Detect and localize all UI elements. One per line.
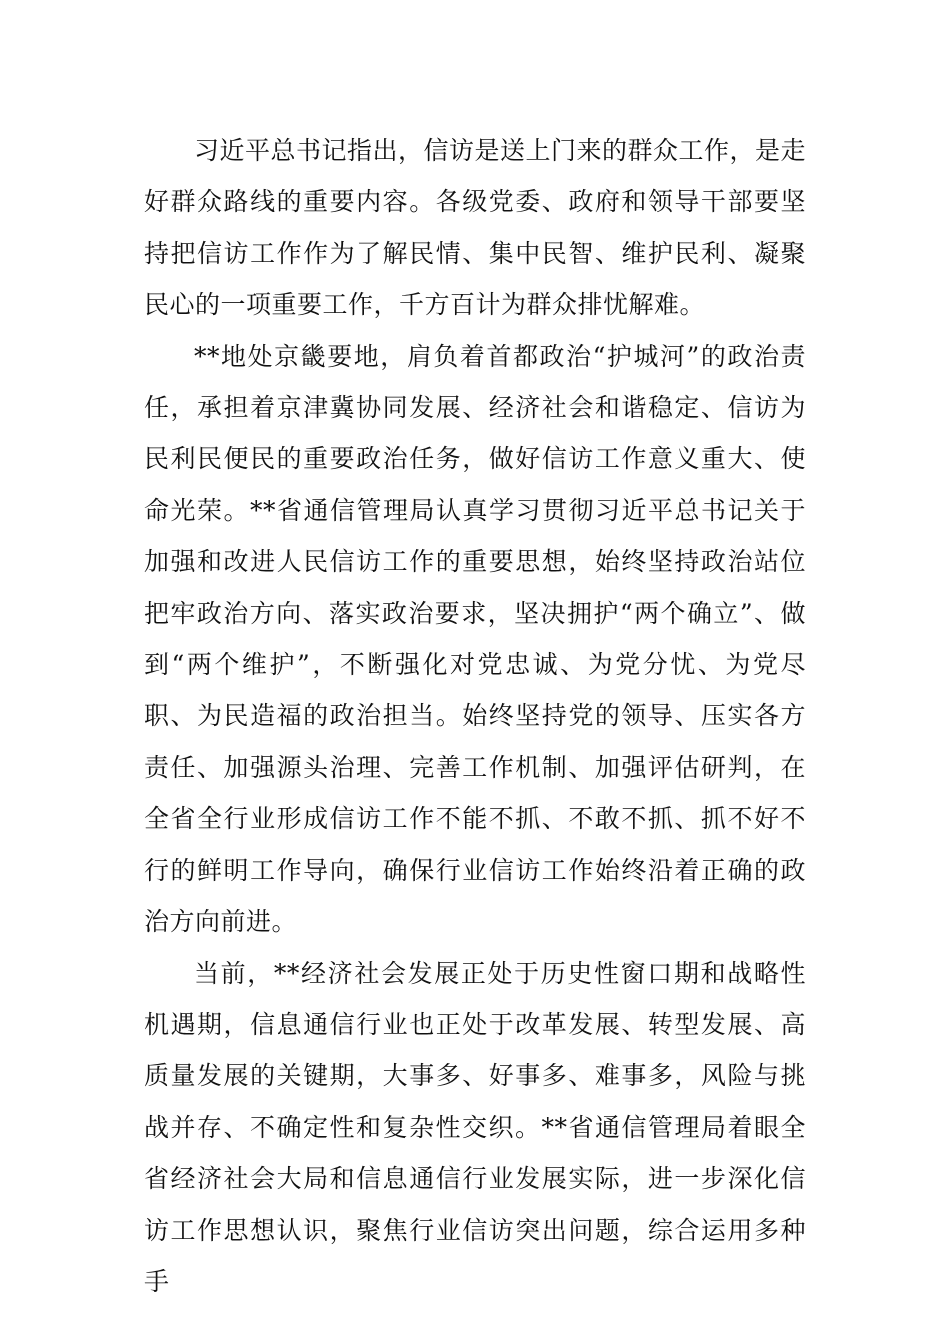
paragraph-current-situation: 当前，**经济社会发展正处于历史性窗口期和战略性机遇期，信息通信行业也正处于改革发展、转型发展、高质量发展的关键期，大事多、好事多、难事多，风险与挑战并存、不确定性和复杂性交织。**省通信管理局着眼全省经济社会大局和信息通信行业发展实际，进一步深化信访工作思想认识，聚焦行业信访突出问题，综合运用多种手 <box>144 958 806 1296</box>
paragraph-leadership-quote: 习近平总书记指出，信访是送上门来的群众工作，是走好群众路线的重要内容。各级党委、政府和领导干部要坚持把信访工作作为了解民情、集中民智、维护民利、凝聚民心的一项重要工作，千方百计为群众排忧解难。 <box>144 136 807 320</box>
document-body <box>144 125 806 1307</box>
paragraph-political-responsibility: **地处京畿要地，肩负着首都政治“护城河”的政治责任，承担着京津冀协同发展、经济社会和谐稳定、信访为民利民便民的重要政治任务，做好信访工作意义重大、使命光荣。**省通信管理局认真学习贯彻习近平总书记关于加强和改进人民信访工作的重要思想，始终坚持政治站位把牢政治方向、落实政治要求，坚决拥护“两个确立”、做到“两个维护”，不断强化对党忠诚、为党分忧、为党尽职、为民造福的政治担当。始终坚持党的领导、压实各方责任、加强源头治理、完善工作机制、加强评估研判，在全省全行业形成信访工作不能不抓、不敢不抓、抓不好不行的鲜明工作导向，确保行业信访工作始终沿着正确的政治方向前进。 <box>144 341 806 937</box>
